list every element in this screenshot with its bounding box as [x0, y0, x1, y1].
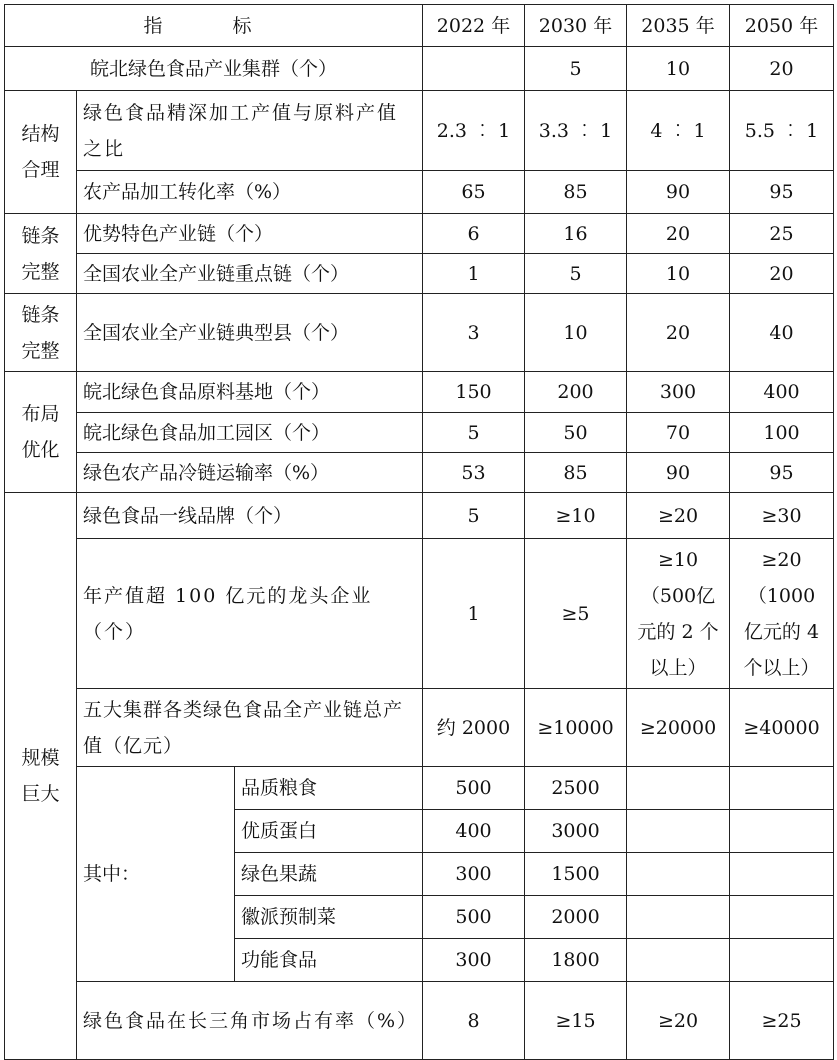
cell-empty — [627, 896, 730, 939]
cell-value: 200 — [525, 372, 627, 413]
header-year: 2050 年 — [730, 5, 834, 47]
cell-value: 85 — [525, 171, 627, 214]
table-row — [5, 47, 834, 91]
cell-value: 400 — [423, 810, 525, 853]
cell-value: 3.3 ︰ 1 — [525, 91, 627, 171]
row-label: 皖北绿色食品原料基地（个） — [77, 372, 423, 413]
table-row — [5, 254, 834, 294]
cell-value: 85 — [525, 453, 627, 493]
cell-value: 1 — [423, 254, 525, 294]
cell-value: 300 — [423, 939, 525, 982]
cell-value: ≥40000 — [730, 689, 834, 767]
cell-value: 8 — [423, 982, 525, 1060]
cell-value: 95 — [730, 171, 834, 214]
cell-value: 500 — [423, 767, 525, 810]
of-which-label: 其中： — [77, 767, 235, 982]
cell-value: 20 — [627, 214, 730, 254]
table-row — [5, 372, 834, 413]
cell-value: 25 — [730, 214, 834, 254]
cell-value: 5 — [525, 47, 627, 91]
header-indicator — [5, 5, 423, 47]
cell-value: 20 — [730, 47, 834, 91]
table-row — [5, 171, 834, 214]
cell-value: 10 — [525, 294, 627, 372]
cell-value: 1 — [423, 539, 525, 689]
cell-empty — [627, 767, 730, 810]
cell-value: 50 — [525, 413, 627, 453]
row-label: 全国农业全产业链重点链（个） — [77, 254, 423, 294]
cell-value: 2500 — [525, 767, 627, 810]
row-label: 绿色农产品冷链运输率（%） — [77, 453, 423, 493]
table-row — [5, 539, 834, 689]
row-label: 绿色食品一线品牌（个） — [77, 493, 423, 539]
header-year: 2035 年 — [627, 5, 730, 47]
cell-value: 约 2000 — [423, 689, 525, 767]
cell-value — [423, 47, 525, 91]
cell-value: 65 — [423, 171, 525, 214]
table-row — [5, 294, 834, 372]
table-row — [5, 689, 834, 767]
cell-value: 300 — [627, 372, 730, 413]
indicator-table — [4, 4, 834, 1060]
cell-value: 2000 — [525, 896, 627, 939]
cell-value: 400 — [730, 372, 834, 413]
cell-value: 1500 — [525, 853, 627, 896]
sub-item-name: 绿色果蔬 — [235, 853, 423, 896]
header-year: 2030 年 — [525, 5, 627, 47]
cell-value: ≥10 — [525, 493, 627, 539]
row-label: 年产值超 100 亿元的龙头企业（个） — [77, 539, 423, 689]
cell-empty — [730, 810, 834, 853]
cell-value: 53 — [423, 453, 525, 493]
row-label: 农产品加工转化率（%） — [77, 171, 423, 214]
cell-value: 70 — [627, 413, 730, 453]
cell-value: 5 — [525, 254, 627, 294]
cell-value: 3 — [423, 294, 525, 372]
cell-value: 10 — [627, 254, 730, 294]
cell-empty — [627, 810, 730, 853]
cell-empty — [730, 939, 834, 982]
cell-empty — [627, 939, 730, 982]
cell-value: 3000 — [525, 810, 627, 853]
section-label: 链条完整 — [5, 214, 77, 294]
cell-value: 20 — [730, 254, 834, 294]
table-row — [5, 493, 834, 539]
table-row — [5, 91, 834, 171]
table-row — [5, 214, 834, 254]
cell-value: ≥20 — [627, 982, 730, 1060]
cell-value: ≥30 — [730, 493, 834, 539]
cell-value: 300 — [423, 853, 525, 896]
cell-value: ≥20（1000 亿元的 4 个以上） — [730, 539, 834, 689]
cell-value: 95 — [730, 453, 834, 493]
cell-value: 100 — [730, 413, 834, 453]
cell-value: 10 — [627, 47, 730, 91]
cell-value: 90 — [627, 171, 730, 214]
cell-value: 40 — [730, 294, 834, 372]
table-row — [5, 982, 834, 1060]
cell-value: 5 — [423, 493, 525, 539]
cell-value: 6 — [423, 214, 525, 254]
cell-empty — [730, 853, 834, 896]
cell-value: 16 — [525, 214, 627, 254]
cell-value: ≥20000 — [627, 689, 730, 767]
section-label: 规模巨大 — [5, 493, 77, 1060]
cell-value: ≥20 — [627, 493, 730, 539]
table-row — [5, 767, 834, 810]
cell-empty — [730, 896, 834, 939]
row-label: 全国农业全产业链典型县（个） — [77, 294, 423, 372]
table-row — [5, 453, 834, 493]
sub-item-name: 徽派预制菜 — [235, 896, 423, 939]
sub-item-name: 优质蛋白 — [235, 810, 423, 853]
cell-empty — [730, 767, 834, 810]
sub-item-name: 功能食品 — [235, 939, 423, 982]
cell-empty — [627, 853, 730, 896]
section-label: 结构合理 — [5, 91, 77, 214]
row-label: 绿色食品在长三角市场占有率（%） — [77, 982, 423, 1060]
header-year: 2022 年 — [423, 5, 525, 47]
cell-value: ≥25 — [730, 982, 834, 1060]
sub-item-name: 品质粮食 — [235, 767, 423, 810]
cell-value: 4 ︰ 1 — [627, 91, 730, 171]
cell-value: ≥5 — [525, 539, 627, 689]
cell-value: 90 — [627, 453, 730, 493]
cell-value: 5 — [423, 413, 525, 453]
cell-value: 500 — [423, 896, 525, 939]
row-label: 优势特色产业链（个） — [77, 214, 423, 254]
cell-value: 150 — [423, 372, 525, 413]
header-indicator-text: 指 标 — [143, 14, 284, 37]
section-label: 布局优化 — [5, 372, 77, 493]
row-label: 五大集群各类绿色食品全产业链总产值（亿元） — [77, 689, 423, 767]
cell-value: ≥10000 — [525, 689, 627, 767]
cell-value: 2.3 ︰ 1 — [423, 91, 525, 171]
row-label: 皖北绿色食品加工园区（个） — [77, 413, 423, 453]
cell-value: ≥15 — [525, 982, 627, 1060]
cell-value: 1800 — [525, 939, 627, 982]
row-label: 绿色食品精深加工产值与原料产值之比 — [77, 91, 423, 171]
cell-value: ≥10（500亿元的 2 个以上） — [627, 539, 730, 689]
section-label: 链条完整 — [5, 294, 77, 372]
cell-value: 5.5 ︰ 1 — [730, 91, 834, 171]
row-label: 皖北绿色食品产业集群（个） — [5, 47, 423, 91]
table-row — [5, 413, 834, 453]
header-row — [5, 5, 834, 47]
cell-value: 20 — [627, 294, 730, 372]
